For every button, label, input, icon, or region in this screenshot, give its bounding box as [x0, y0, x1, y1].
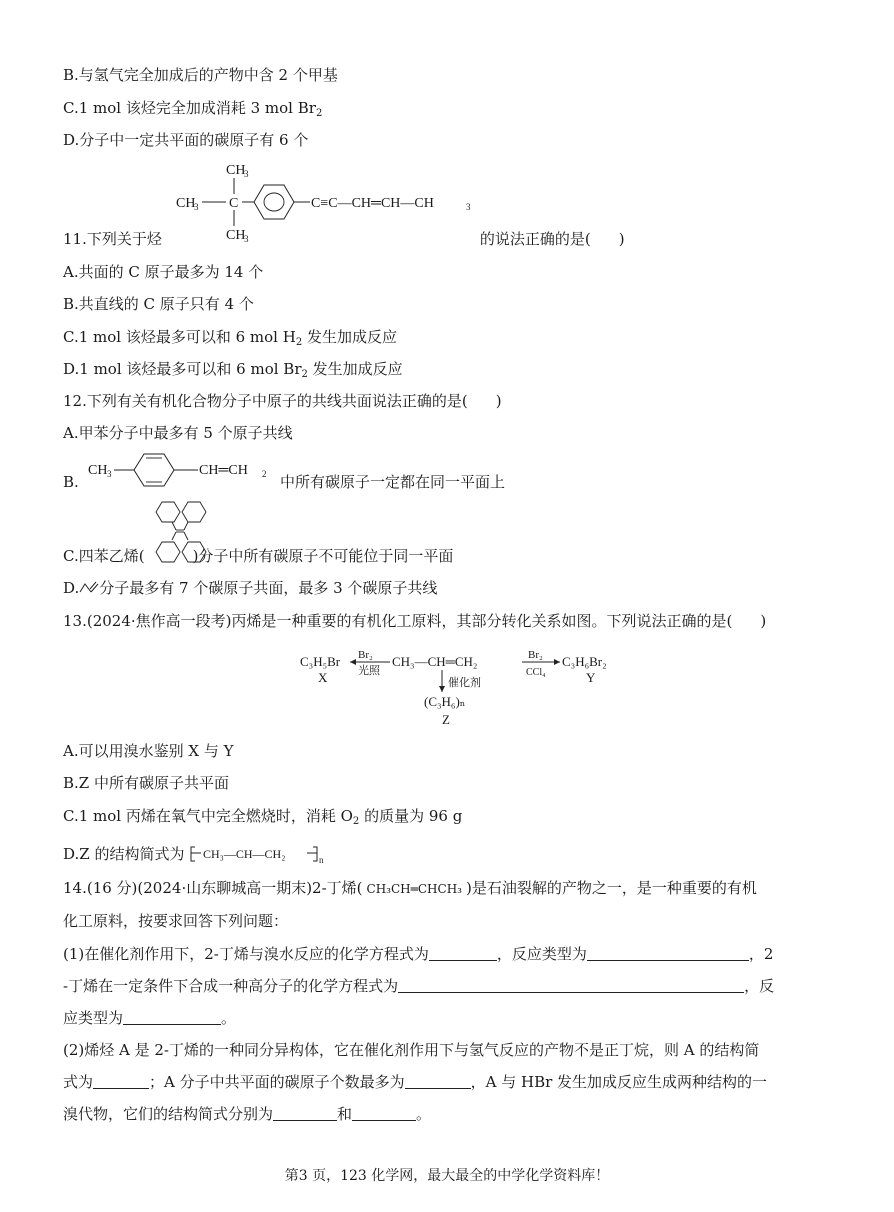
svg-text:X: X	[318, 670, 328, 685]
svg-text:CH═CH: CH═CH	[199, 463, 248, 478]
answer-blank[interactable]	[352, 1106, 416, 1121]
q13-option-b: B.Z 中所有碳原子共平面	[63, 774, 229, 792]
svg-text:C₃H₅Br: C₃H₅Br	[300, 654, 341, 669]
svg-text:Br₂: Br₂	[528, 649, 543, 661]
arrow-right-icon	[554, 659, 560, 665]
answer-blank[interactable]	[123, 1010, 221, 1025]
arrow-down-icon	[439, 686, 445, 692]
q11-stem: 11.下列关于烃 的说法正确的是( )	[63, 230, 625, 248]
q12-option-b-text: 中所有碳原子一定都在同一平面上	[280, 473, 506, 491]
q13-option-a: A.可以用溴水鉴别 X 与 Y	[63, 742, 234, 760]
q14-part1-line3: 应类型为 。	[63, 1009, 237, 1027]
q14-part2-line2: 式为 ；A 分子中共平面的碳原子个数最多为 ，A 与 HBr 发生加成反应生成两种结构的一	[63, 1073, 768, 1091]
q11-option-c: C.1 mol 该烃最多可以和 6 mol $H_2$ 发生加成反应	[63, 328, 397, 348]
q12-option-a: A.甲苯分子中最多有 5 个原子共线	[63, 424, 293, 442]
q14-part2-line1: (2)烯烃 A 是 2-丁烯的一种同分异构体，它在催化剂作用下与氢气反应的产物不是正丁烷，则 A 的结构简	[63, 1041, 760, 1059]
q12-option-d: D. 分子最多有 7 个碳原子共面，最多 3 个碳原子共线	[63, 579, 438, 597]
q11-chain: C≡C—CH═CH—CH	[311, 196, 434, 211]
svg-text:CCl₄: CCl₄	[526, 667, 546, 678]
answer-blank[interactable]	[405, 1074, 471, 1089]
q12-option-c: C.四苯乙烯( )分子中所有碳原子不可能位于同一平面	[63, 547, 454, 565]
svg-text:3: 3	[194, 202, 199, 212]
svg-text:CH₃—CH—CH₂: CH₃—CH—CH₂	[203, 847, 286, 861]
q11-ch3-left: CH	[176, 196, 196, 211]
svg-text:C₃H₆Br₂: C₃H₆Br₂	[562, 654, 607, 669]
svg-text:3: 3	[107, 469, 112, 479]
q12-d-skeletal-structure	[79, 580, 99, 596]
q12-option-b-label: B.	[63, 473, 79, 491]
q12-stem: 12.下列有关有机化合物分子中原子的共线共面说法正确的是( )	[63, 392, 502, 410]
q11-ch3-bottom: CH	[226, 228, 246, 243]
q14-stem: 14.(16 分)(2024·山东聊城高一期末)2-丁烯( CH₃CH═CHCH₃ )是石油裂解的产物之一，是一种重要的有机	[63, 879, 757, 897]
svg-text:催化剂: 催化剂	[448, 677, 481, 689]
answer-blank[interactable]	[273, 1106, 337, 1121]
q13-option-d: D.Z 的结构简式为 CH₃—CH—CH₂ n	[63, 843, 339, 865]
q13-stem: 13.(2024·焦作高一段考)丙烯是一种重要的有机化工原料，其部分转化关系如图。下列说法正确的是( )	[63, 612, 767, 630]
svg-text:n: n	[319, 855, 324, 865]
q10-option-b: B.与氢气完全加成后的产物中含 2 个甲基	[63, 66, 338, 84]
q13-reaction-scheme	[296, 644, 616, 730]
svg-text:光照: 光照	[358, 665, 380, 677]
q11-option-b: B.共直线的 C 原子只有 4 个	[63, 295, 254, 313]
svg-text:2: 2	[262, 469, 267, 479]
q10-option-c: C.1 mol 该烃完全加成消耗 3 mol $Br_2$	[63, 99, 323, 119]
svg-text:Z: Z	[442, 712, 450, 727]
arrow-left-icon	[350, 659, 356, 665]
benzene-ring-icon	[254, 185, 294, 219]
benzene-ring-icon	[134, 454, 174, 486]
svg-text:C: C	[229, 196, 239, 211]
q11-option-d: D.1 mol 该烃最多可以和 6 mol $Br_2$ 发生加成反应	[63, 360, 403, 380]
svg-text:3: 3	[244, 234, 249, 244]
q14-stem-line2: 化工原料，按要求回答下列问题：	[63, 912, 289, 930]
2-butene-formula: CH₃CH═CHCH₃	[366, 882, 462, 896]
q13-option-c: C.1 mol 丙烯在氧气中完全燃烧时，消耗 $O_2$ 的质量为 96 g	[63, 807, 463, 827]
svg-text:(C₃H₆)ₙ: (C₃H₆)ₙ	[424, 694, 466, 709]
q14-part2-line3: 溴代物，它们的结构简式分别为 和 。	[63, 1105, 432, 1123]
svg-text:CH: CH	[88, 463, 108, 478]
q11-option-a: A.共面的 C 原子最多为 14 个	[63, 263, 264, 281]
answer-blank[interactable]	[93, 1074, 149, 1089]
svg-text:Br₂: Br₂	[358, 649, 373, 661]
q12-b-structure	[86, 450, 276, 490]
page-footer: 第3 页，123 化学网，最大最全的中学化学资料库！	[284, 1168, 610, 1184]
q14-part1-line1: (1)在催化剂作用下，2-丁烯与溴水反应的化学方程式为 ，反应类型为 ，2	[63, 945, 774, 963]
svg-text:3: 3	[244, 169, 249, 179]
polypropylene-structure	[189, 843, 339, 865]
q14-part1-line2: -丁烯在一定条件下合成一种高分子的化学方程式为 ，反	[63, 977, 775, 995]
svg-text:3: 3	[466, 202, 471, 212]
answer-blank[interactable]	[429, 946, 497, 961]
answer-blank[interactable]	[398, 978, 744, 993]
answer-blank[interactable]	[587, 946, 749, 961]
q11-ch3-top: CH	[226, 163, 246, 178]
q10-option-d: D.分子中一定共平面的碳原子有 6 个	[63, 131, 309, 149]
svg-text:Y: Y	[586, 670, 596, 685]
propene-formula: CH₃—CH═CH₂	[392, 654, 478, 669]
